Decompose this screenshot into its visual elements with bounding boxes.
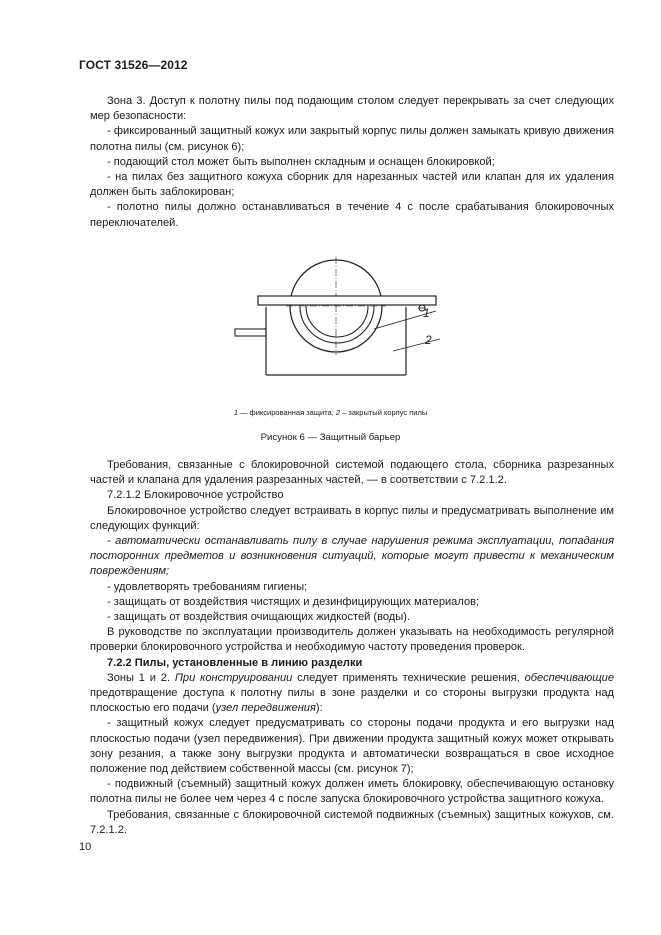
leader-line-2: [393, 339, 440, 351]
legend-text-2: – закрытый корпус пилы: [340, 408, 428, 417]
zones-text: предотвращение доступа к полотну пилы в зоне разделки и со стороны выгрузки продукта над плоскостью его подачи (: [90, 687, 614, 715]
manual-note: В руководстве по эксплуатации производитель должен указывать на необходимость регулярной проверки блокировочного устройства и необходимую частоту проведения проверок.: [90, 626, 614, 654]
zones-text: следует применять технические решения,: [292, 671, 525, 684]
zones-text: Зоны 1 и 2.: [107, 671, 175, 684]
discharge-outlet: [235, 329, 266, 336]
zones-text-italic: узел передвижения: [215, 702, 316, 715]
zones-text: ):: [315, 702, 323, 715]
movable-guard-requirements: Требования, связанные с блокировочной системой подвижных (съемных) защитных кожухов, см. 7.2.1.2.: [90, 808, 614, 836]
feed-table: [258, 296, 436, 305]
list-item: - автоматически останавливать пилу в случае нарушения режима эксплуатации, попадания посторонних предметов и возникновения ситуаций, которые могут привести к механическим повреждениям;: [90, 535, 614, 578]
figure-legend: [0, 408, 661, 417]
zones-1-2-paragraph: [90, 671, 614, 717]
list-item: - защищать от воздействия чистящих и дезинфицирующих материалов;: [107, 595, 480, 608]
label-2: 2: [425, 333, 432, 347]
list-item: - подвижный (съемный) защитный кожух должен иметь блокировку, обеспечивающую остановку полотна пилы не более чем через 4 с после запуска блокировочного устройства защитного кожуха.: [90, 778, 614, 806]
list-item: - подающий стол может быть выполнен складным и оснащен блокировкой;: [107, 155, 495, 168]
zone3-intro: Зона 3. Доступ к полотну пилы под подающим столом следует перекрывать за счет следующих мер безопасности:: [90, 95, 614, 123]
figure-caption: Рисунок 6 — Защитный барьер: [260, 432, 401, 443]
list-item: - удовлетворять требованиям гигиены;: [107, 580, 308, 593]
zones-text-italic: обеспечивающие: [524, 671, 615, 684]
zones-text-italic: При конструировании: [174, 671, 293, 684]
list-item: - защитный кожух следует предусматривать со стороны подачи продукта и его выгрузки над плоскостью подачи (узел передвижения). При движении продукта защитный кожух может открывать зону резания, а также зону выгрузки продукта и автоматически возвращаться в свое исходное положение под действием собственной массы (см. рисунок 7);: [90, 717, 614, 776]
legend-num-2: 2: [335, 408, 341, 417]
figure-6-safety-barrier: [230, 255, 442, 380]
label-1: 1: [423, 306, 430, 320]
legend-num-1: 1: [233, 408, 238, 417]
legend-text-1: — фиксированная защита;: [237, 408, 336, 417]
heading-7-2-2: 7.2.2 Пилы, установленные в линию разделки: [107, 656, 363, 669]
guard-inner-arc: [306, 306, 368, 337]
list-item: - защищать от воздействия очищающих жидкостей (воды).: [107, 611, 411, 624]
zone3-section: [90, 94, 614, 231]
interlock-intro: Блокировочное устройство следует встраивать в корпус пилы и предусматривать выполнение им следующих функций:: [90, 504, 614, 532]
page-number: 10: [79, 841, 92, 853]
list-item: - фиксированный защитный кожух или закрытый корпус пилы должен замыкать кривую движения полотна пилы (см. рисунок 6);: [90, 125, 614, 153]
heading-7-2-1-2: 7.2.1.2 Блокировочное устройство: [107, 489, 284, 502]
list-item: - полотно пилы должно останавливаться в течение 4 с после срабатывания блокировочных переключателей.: [90, 201, 614, 229]
section-7-2: [90, 458, 614, 838]
interlock-requirements: Требования, связанные с блокировочной системой подающего стола, сборника разрезанных частей и клапана для удаления разрезанных частей, — в соответствии с 7.2.1.2.: [90, 459, 614, 487]
document-header: ГОСТ 31526—2012: [79, 58, 188, 72]
list-item: - на пилах без защитного кожуха сборник для нарезанных частей или клапан для их удаления должен быть заблокирован;: [90, 171, 614, 199]
